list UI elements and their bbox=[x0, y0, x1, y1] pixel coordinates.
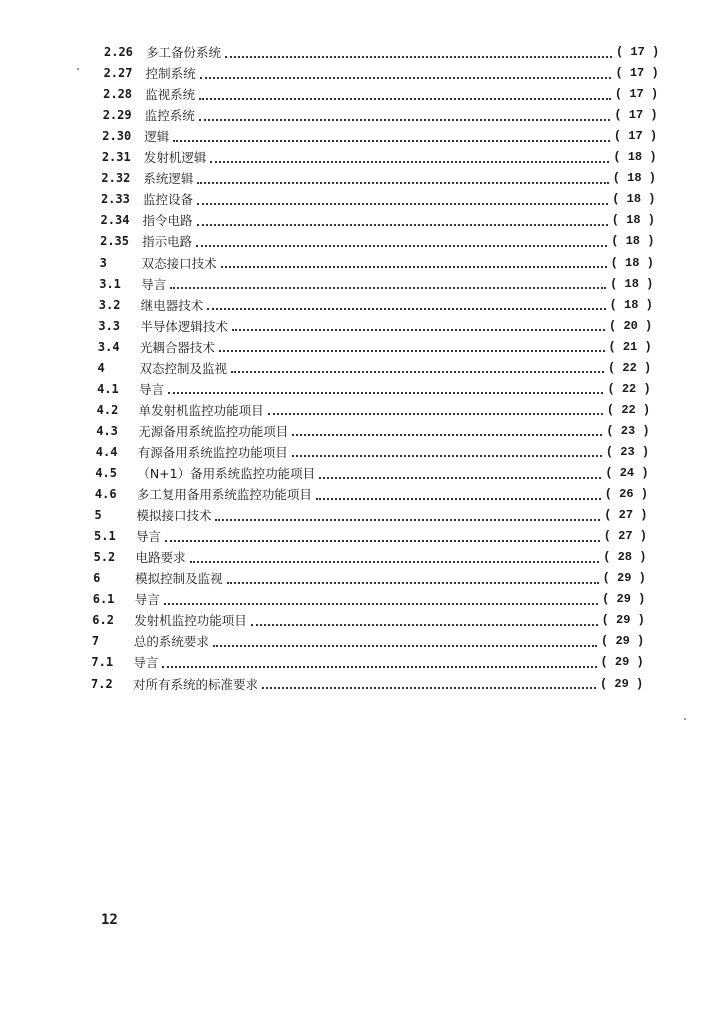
toc-section-title: 模拟控制及监视 bbox=[135, 571, 223, 587]
toc-dot-leader bbox=[268, 412, 603, 415]
toc-section-number: 2.33 bbox=[100, 192, 130, 207]
scan-speck bbox=[684, 718, 686, 720]
toc-page-reference: ( 29 ) bbox=[601, 634, 645, 649]
toc-page-reference: ( 27 ) bbox=[603, 529, 647, 544]
toc-dot-leader bbox=[219, 349, 605, 352]
toc-entry[interactable] bbox=[96, 421, 652, 441]
toc-page-reference: ( 18 ) bbox=[613, 150, 657, 165]
toc-section-number: 6.1 bbox=[92, 592, 115, 607]
toc-dot-leader bbox=[215, 518, 600, 521]
toc-section-title: 逻辑 bbox=[144, 129, 170, 145]
toc-dot-leader bbox=[231, 370, 604, 373]
scan-speck bbox=[77, 68, 79, 70]
toc-section-title: 双态控制及监视 bbox=[139, 360, 228, 376]
toc-section-title: 电路要求 bbox=[135, 550, 186, 566]
toc-page-reference: ( 28 ) bbox=[603, 550, 647, 565]
toc-section-title: 光耦合器技术 bbox=[139, 339, 215, 355]
toc-section-title: 双态接口技术 bbox=[141, 255, 217, 271]
toc-section-title: 导言 bbox=[134, 592, 160, 608]
toc-page-reference: ( 18 ) bbox=[609, 297, 653, 312]
toc-section-title: 模拟接口技术 bbox=[136, 508, 212, 524]
toc-entry[interactable] bbox=[94, 547, 650, 567]
toc-section-number: 2.32 bbox=[101, 171, 131, 186]
toc-section-title: 发射机监控功能项目 bbox=[134, 613, 247, 629]
toc-entry[interactable] bbox=[99, 295, 656, 315]
toc-section-number: 4.4 bbox=[95, 444, 118, 459]
toc-dot-leader bbox=[196, 244, 607, 247]
toc-section-title: 导言 bbox=[133, 655, 159, 671]
toc-section-title: 指令电路 bbox=[142, 213, 193, 229]
toc-section-number: 4.1 bbox=[97, 381, 119, 396]
toc-page-reference: ( 20 ) bbox=[609, 318, 653, 333]
toc-dot-leader bbox=[164, 602, 598, 605]
toc-dot-leader bbox=[197, 181, 608, 184]
toc-section-title: 导言 bbox=[139, 381, 165, 397]
toc-entry[interactable] bbox=[95, 463, 651, 483]
toc-page-reference: ( 24 ) bbox=[605, 466, 649, 480]
toc-page-reference: ( 17 ) bbox=[616, 45, 660, 59]
toc-dot-leader bbox=[197, 202, 608, 205]
toc-section-number: 3.3 bbox=[98, 318, 121, 333]
toc-section-title: 发射机逻辑 bbox=[143, 150, 207, 166]
toc-section-title: 导言 bbox=[136, 529, 162, 545]
toc-section-title: （N+1）备用系统监控功能项目 bbox=[137, 466, 316, 481]
toc-section-number: 2.30 bbox=[102, 129, 132, 144]
toc-dot-leader bbox=[292, 433, 602, 436]
toc-section-number: 3.2 bbox=[98, 297, 121, 312]
toc-entry[interactable] bbox=[101, 189, 658, 209]
toc-entry[interactable] bbox=[104, 63, 662, 83]
toc-page-reference: ( 18 ) bbox=[611, 234, 655, 249]
toc-section-number: 2.35 bbox=[100, 234, 129, 249]
toc-page-reference: ( 18 ) bbox=[610, 276, 654, 291]
toc-entry[interactable] bbox=[100, 253, 657, 273]
toc-dot-leader bbox=[190, 560, 600, 563]
toc-entry[interactable] bbox=[93, 568, 649, 588]
toc-entry[interactable] bbox=[100, 231, 657, 251]
toc-entry[interactable] bbox=[102, 126, 660, 146]
toc-entry[interactable] bbox=[91, 652, 646, 672]
toc-dot-leader bbox=[162, 665, 596, 668]
toc-section-number: 3.4 bbox=[97, 339, 120, 354]
toc-section-number: 4 bbox=[97, 360, 105, 375]
toc-entry[interactable] bbox=[92, 610, 647, 630]
toc-section-title: 无源备用系统监控功能项目 bbox=[138, 423, 289, 439]
toc-page-reference: ( 17 ) bbox=[615, 66, 659, 81]
toc-section-number: 2.26 bbox=[104, 45, 133, 59]
toc-dot-leader bbox=[197, 223, 608, 226]
toc-section-number: 7.2 bbox=[91, 676, 113, 691]
toc-section-number: 7 bbox=[91, 634, 100, 649]
toc-page-reference: ( 22 ) bbox=[607, 381, 651, 396]
toc-section-title: 系统逻辑 bbox=[143, 171, 194, 187]
toc-entry[interactable] bbox=[95, 484, 651, 504]
toc-section-title: 继电器技术 bbox=[140, 297, 204, 313]
toc-dot-leader bbox=[225, 55, 612, 58]
toc-page-reference: ( 23 ) bbox=[605, 444, 650, 459]
toc-page-reference: ( 22 ) bbox=[608, 360, 652, 375]
toc-entry[interactable] bbox=[96, 442, 652, 462]
toc-section-title: 有源备用系统监控功能项目 bbox=[137, 444, 288, 460]
toc-page-reference: ( 29 ) bbox=[600, 655, 644, 670]
toc-page-reference: ( 26 ) bbox=[604, 487, 648, 502]
toc-dot-leader bbox=[165, 539, 600, 542]
toc-section-number: 2.29 bbox=[102, 108, 132, 123]
toc-dot-leader bbox=[173, 139, 610, 142]
toc-entry[interactable] bbox=[99, 274, 656, 294]
toc-section-number: 3.1 bbox=[99, 276, 121, 291]
toc-dot-leader bbox=[199, 118, 611, 121]
toc-page-reference: ( 17 ) bbox=[614, 108, 658, 123]
toc-section-title: 多工复用备用系统监控功能项目 bbox=[136, 487, 312, 503]
toc-section-number: 5 bbox=[94, 508, 102, 523]
toc-section-title: 导言 bbox=[141, 276, 167, 292]
toc-page-reference: ( 21 ) bbox=[608, 339, 652, 354]
toc-dot-leader bbox=[316, 497, 601, 500]
toc-dot-leader bbox=[168, 391, 603, 394]
toc-entry[interactable] bbox=[98, 316, 655, 336]
toc-section-number: 5.1 bbox=[94, 529, 116, 544]
toc-page-reference: ( 18 ) bbox=[610, 255, 654, 270]
toc-dot-leader bbox=[210, 160, 609, 163]
toc-dot-leader bbox=[200, 76, 612, 79]
toc-dot-leader bbox=[232, 328, 605, 331]
toc-section-number: 3 bbox=[99, 255, 107, 270]
toc-section-title: 半导体逻辑技术 bbox=[140, 318, 228, 334]
toc-section-number: 2.28 bbox=[103, 87, 133, 102]
toc-section-title: 监控设备 bbox=[142, 192, 193, 208]
toc-page-reference: ( 18 ) bbox=[612, 171, 656, 186]
toc-section-number: 5.2 bbox=[93, 550, 116, 565]
toc-dot-leader bbox=[221, 265, 607, 268]
toc-section-number: 7.1 bbox=[91, 655, 114, 670]
toc-page-reference: ( 23 ) bbox=[606, 423, 650, 438]
toc-dot-leader bbox=[227, 581, 599, 584]
toc-section-title: 控制系统 bbox=[145, 66, 196, 82]
toc-entry[interactable] bbox=[98, 337, 655, 357]
toc-dot-leader bbox=[170, 286, 606, 289]
toc-page-reference: ( 29 ) bbox=[601, 613, 645, 628]
toc-section-number: 4.2 bbox=[96, 402, 119, 417]
toc-section-number: 2.27 bbox=[103, 66, 133, 81]
toc-page-reference: ( 29 ) bbox=[600, 676, 644, 691]
toc-page-reference: ( 17 ) bbox=[614, 87, 659, 102]
toc-entry[interactable] bbox=[94, 505, 650, 525]
toc-section-title: 指示电路 bbox=[142, 234, 193, 250]
toc-section-number: 4.6 bbox=[94, 487, 117, 502]
toc-page-reference: ( 22 ) bbox=[606, 402, 651, 417]
toc-entry[interactable] bbox=[102, 147, 660, 167]
toc-page-reference: ( 18 ) bbox=[612, 192, 656, 207]
toc-section-number: 4.5 bbox=[95, 466, 118, 480]
toc-entry[interactable] bbox=[103, 105, 661, 125]
toc-section-number: 6.2 bbox=[92, 613, 114, 628]
toc-section-title: 多工备份系统 bbox=[146, 45, 222, 60]
toc-entry[interactable] bbox=[92, 631, 647, 651]
toc-entry[interactable] bbox=[98, 358, 655, 378]
toc-page-reference: ( 18 ) bbox=[611, 213, 655, 228]
toc-dot-leader bbox=[199, 97, 611, 100]
toc-dot-leader bbox=[319, 476, 601, 479]
toc-page-reference: ( 17 ) bbox=[613, 129, 658, 144]
toc-entry[interactable] bbox=[93, 589, 648, 609]
toc-section-title: 监控系统 bbox=[144, 108, 195, 124]
toc-dot-leader bbox=[251, 623, 598, 626]
toc-section-number: 2.34 bbox=[100, 213, 130, 228]
toc-dot-leader bbox=[207, 307, 605, 310]
page-number: 12 bbox=[101, 912, 118, 928]
toc-section-title: 监视系统 bbox=[145, 87, 196, 103]
toc-page-reference: ( 29 ) bbox=[602, 592, 646, 607]
toc-section-number: 6 bbox=[93, 571, 101, 586]
toc-section-number: 2.31 bbox=[101, 150, 131, 165]
toc-page-reference: ( 29 ) bbox=[602, 571, 646, 586]
toc-dot-leader bbox=[292, 454, 602, 457]
toc-entry[interactable] bbox=[101, 168, 658, 188]
toc-dot-leader bbox=[213, 644, 597, 647]
toc-entry[interactable] bbox=[101, 210, 658, 230]
toc-section-title: 总的系统要求 bbox=[133, 634, 209, 650]
toc-entry[interactable] bbox=[94, 526, 650, 546]
toc-page-reference: ( 27 ) bbox=[604, 508, 648, 523]
toc-entry[interactable] bbox=[103, 84, 661, 104]
toc-dot-leader bbox=[262, 686, 596, 689]
toc-entry[interactable] bbox=[104, 42, 662, 62]
toc-section-number: 4.3 bbox=[96, 423, 118, 438]
toc-entry[interactable] bbox=[91, 674, 646, 694]
toc-entry[interactable] bbox=[97, 400, 653, 420]
toc-section-title: 对所有系统的标准要求 bbox=[133, 676, 259, 692]
toc-section-title: 单发射机监控功能项目 bbox=[138, 402, 264, 418]
toc-entry[interactable] bbox=[97, 379, 653, 399]
